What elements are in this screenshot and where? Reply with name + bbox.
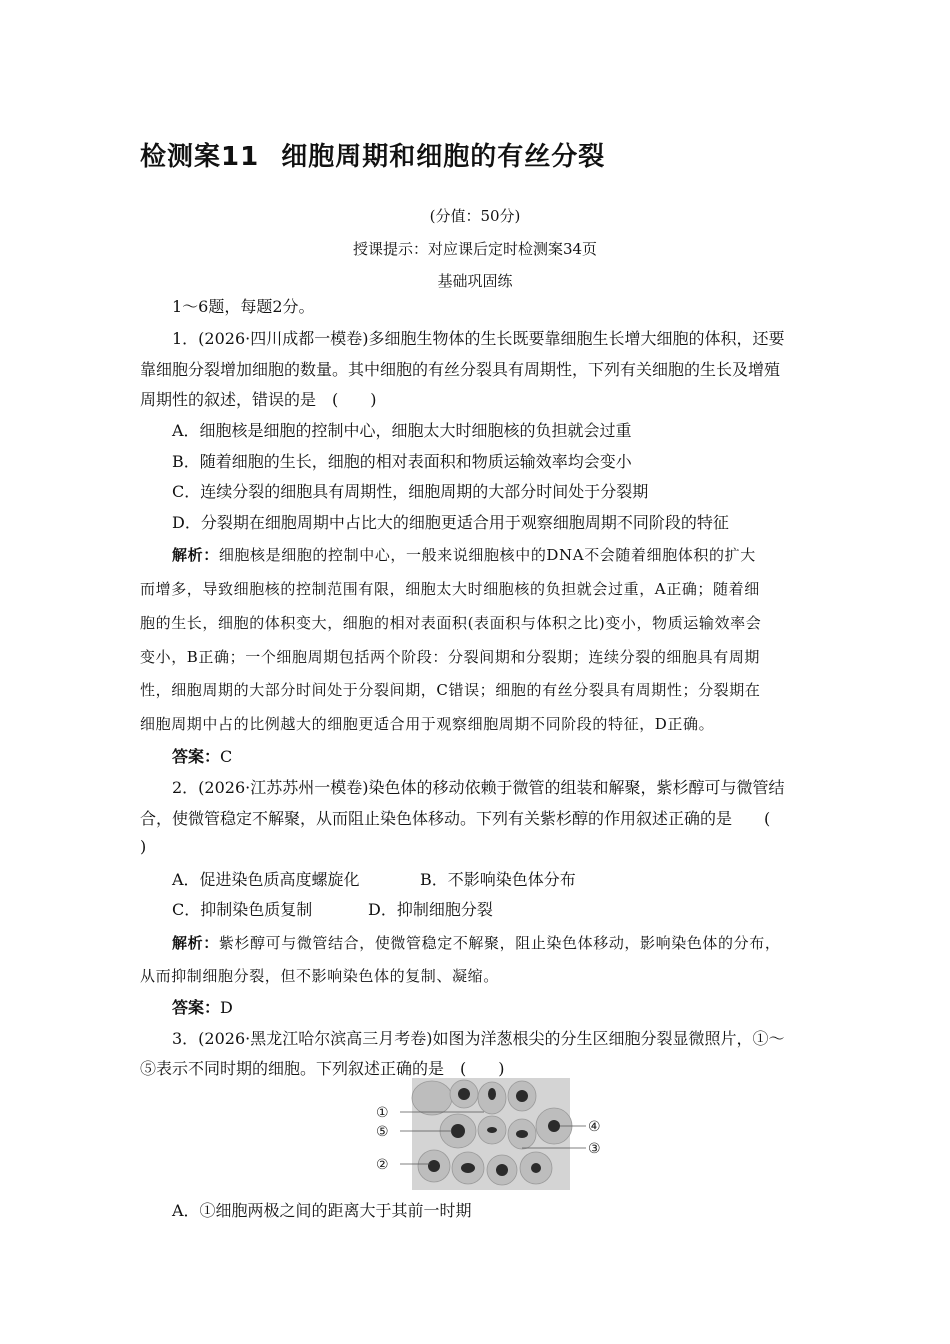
q2-option-a: A．促进染色质高度螺旋化 [172,870,360,889]
q2-stem-line2: 合，使微管稳定不解聚，从而阻止染色体移动。下列有关紫杉醇的作用叙述正确的是 ( [140,809,771,828]
q2-explanation-label: 解析： [172,934,219,952]
q3-option-a: A．①细胞两极之间的距离大于其前一时期 [172,1201,472,1220]
q2-answer [172,997,810,1019]
q1-answer [172,746,810,768]
instructions: 1～6题，每题2分。 [172,297,315,316]
q1-option-d: D．分裂期在细胞周期中占比大的细胞更适合用于观察细胞周期不同阶段的特征 [172,513,729,532]
q2-option-c: C．抑制染色质复制 [172,900,313,919]
q2-option-d: D．抑制细胞分裂 [368,900,493,919]
q2-explanation-line1 [172,932,810,954]
q1-stem-line1: 1．(2026·四川成都一模卷)多细胞生物体的生长既要靠细胞生长增大细胞的体积，还要 [172,329,785,348]
hint-line: 授课提示：对应课后定时检测案34页 [352,240,598,258]
q2-option-b: B．不影响染色体分布 [420,870,576,889]
q3-stem-line1: 3．(2026·黑龙江哈尔滨高三月考卷)如图为洋葱根尖的分生区细胞分裂显微照片，①～ [172,1029,785,1048]
q1-answer-label: 答案： [172,747,221,766]
q1-explanation-line6: 细胞周期中占的比例越大的细胞更适合用于观察细胞周期不同阶段的特征，D正确。 [140,715,715,733]
q2-answer-label: 答案： [172,998,221,1017]
q2-explanation-text1: 紫杉醇可与微管结合，使微管稳定不解聚，阻止染色体移动，影响染色体的分布， [218,934,781,952]
figure-label-2: ② [376,1157,389,1173]
section-heading: 基础巩固练 [437,272,513,290]
q1-explanation-text1: 细胞核是细胞的控制中心，一般来说细胞核中的DNA不会随着细胞体积的扩大 [218,546,756,564]
figure-label-3: ③ [588,1141,601,1157]
figure-label-4: ④ [588,1119,601,1135]
q1-explanation-line5: 性，细胞周期的大部分时间处于分裂间期，C错误；细胞的有丝分裂具有周期性；分裂期在 [140,681,761,699]
q1-explanation-line3: 胞的生长，细胞的体积变大，细胞的相对表面积(表面积与体积之比)变小，物质运输效率会 [140,614,762,632]
q1-explanation-label: 解析： [172,546,219,564]
q3-stem-line2: ⑤表示不同时期的细胞。下列叙述正确的是 ( ) [140,1059,505,1078]
q1-explanation-line2: 而增多，导致细胞核的控制范围有限，细胞太大时细胞核的负担就会过重，A正确；随着细 [140,580,760,598]
q2-stem-line3: ) [140,837,147,856]
q2-stem-line1: 2．(2026·江苏苏州一模卷)染色体的移动依赖于微管的组装和解聚，紫杉醇可与微管结 [172,778,785,797]
figure-label-1: ① [376,1105,389,1121]
q1-option-a: A．细胞核是细胞的控制中心，细胞太大时细胞核的负担就会过重 [172,421,632,440]
title-code: 检测案11 [140,142,260,172]
q1-stem-line3: 周期性的叙述，错误的是 ( ) [140,390,377,409]
q1-explanation-line1 [172,544,810,566]
title-name: 细胞周期和细胞的有丝分裂 [281,142,606,172]
q1-option-b: B．随着细胞的生长，细胞的相对表面积和物质运输效率均会变小 [172,452,632,471]
q1-answer-value: C [220,747,233,766]
page-title [140,136,605,173]
figure-label-5: ⑤ [376,1124,389,1140]
q1-explanation-line4: 变小，B正确；一个细胞周期包括两个阶段：分裂间期和分裂期；连续分裂的细胞具有周期 [140,648,761,666]
score-line: (分值：50分) [429,207,521,225]
q1-stem-line2: 靠细胞分裂增加细胞的数量。其中细胞的有丝分裂具有周期性，下列有关细胞的生长及增殖 [140,360,781,379]
q1-option-c: C．连续分裂的细胞具有周期性，细胞周期的大部分时间处于分裂期 [172,482,649,501]
micrograph-figure [372,1078,612,1190]
q2-answer-value: D [220,998,233,1017]
q2-explanation-line2: 从而抑制细胞分裂，但不影响染色体的复制、凝缩。 [140,967,499,985]
